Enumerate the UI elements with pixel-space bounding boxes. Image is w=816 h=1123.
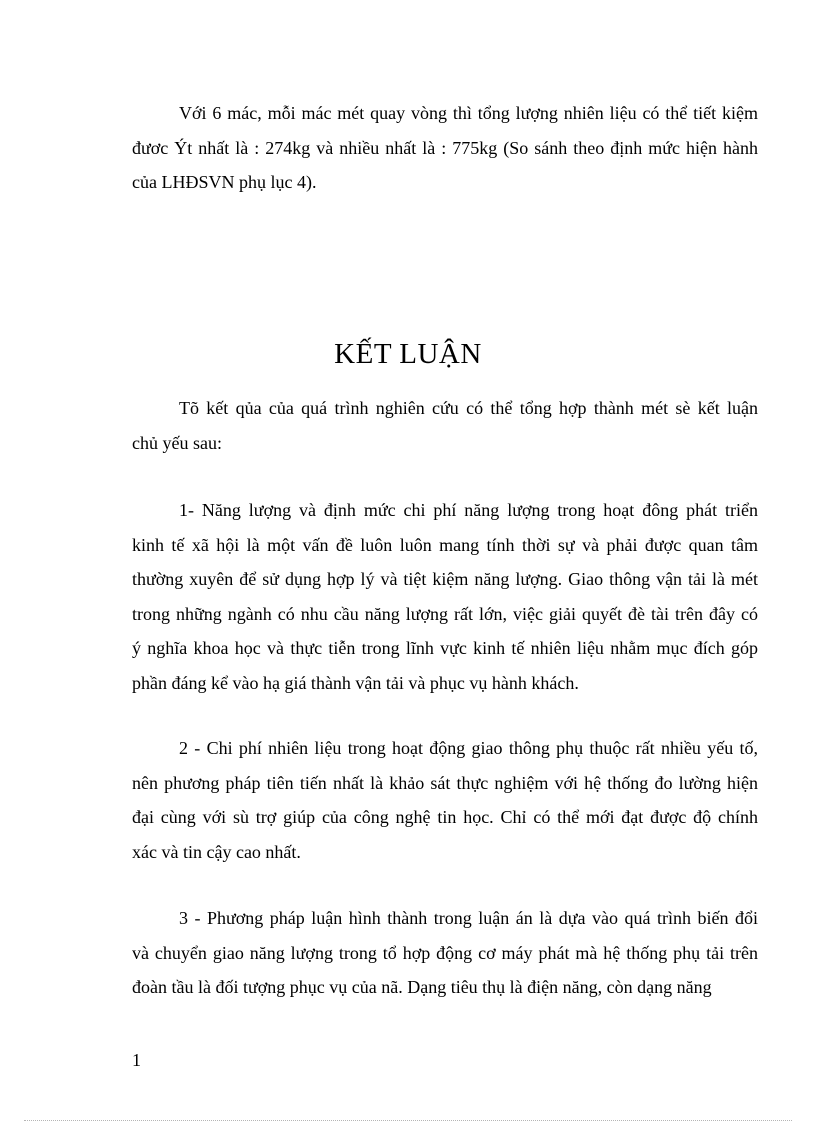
paragraph-line: đoàn tầu là đối tượng phục vụ của nã. Dạng tiêu thụ là điện năng, còn dạng năng xyxy=(132,977,712,997)
paragraph-line: trong những ngành có nhu cầu năng lượng rất lớn, việc giải quyết đè tài trên đây có xyxy=(132,603,758,624)
section-heading: KẾT LUẬN xyxy=(334,338,482,370)
conclusion-point-3 xyxy=(132,901,758,1005)
paragraph-line: thường xuyên để sử dụng hợp lý và tiệt kiệm năng lượng. Giao thông vận tải là mét xyxy=(132,569,758,589)
paragraph-line: của LHĐSVN phụ lục 4). xyxy=(132,172,317,192)
page-bottom-divider xyxy=(24,1120,792,1121)
lead-paragraph xyxy=(132,391,758,460)
paragraph-line: và chuyển giao năng lượng trong tổ hợp động cơ máy phát mà hệ thống phụ tải trên xyxy=(132,942,758,963)
paragraph-line: đại cùng với sù trợ giúp của công nghệ tin học. Chỉ có thể mới đạt được độ chính xyxy=(132,807,758,827)
intro-paragraph xyxy=(132,96,758,200)
paragraph-line: đươc Ýt nhất là : 274kg và nhiều nhất là : 775kg (So sánh theo định mức hiện hành xyxy=(132,137,758,158)
paragraph-line: 1- Năng lượng và định mức chi phí năng lượng trong hoạt đông phát triển xyxy=(179,500,758,520)
page-number: 1 xyxy=(132,1050,141,1070)
paragraph-line: phần đáng kể vào hạ giá thành vận tải và phục vụ hành khách. xyxy=(132,672,579,693)
paragraph-line: kinh tế xã hội là một vấn đề luôn luôn mang tính thời sự và phải được quan tâm xyxy=(132,534,758,555)
paragraph-line: chủ yếu sau: xyxy=(132,432,222,453)
paragraph-line: 2 - Chi phí nhiên liệu trong hoạt động giao thông phụ thuộc rất nhiều yếu tố, xyxy=(179,738,758,758)
paragraph-line: nên phương pháp tiên tiến nhất là khảo sát thực nghiệm với hệ thống đo lường hiện xyxy=(132,772,758,793)
paragraph-line: 3 - Phương pháp luận hình thành trong luận án là dựa vào quá trình biến đổi xyxy=(179,908,758,928)
conclusion-point-2 xyxy=(132,731,758,869)
paragraph-line: xác và tin cậy cao nhất. xyxy=(132,841,301,862)
paragraph-line: Tõ kết qủa của quá trình nghiên cứu có thể tổng hợp thành mét sè kết luận xyxy=(179,398,758,418)
paragraph-line: Với 6 mác, mỗi mác mét quay vòng thì tổng lượng nhiên liệu có thể tiết kiệm xyxy=(179,103,758,123)
conclusion-point-1 xyxy=(132,493,758,700)
paragraph-line: ý nghĩa khoa học và thực tiễn trong lĩnh vực kinh tế nhiên liệu nhằm mục đích góp xyxy=(132,638,758,658)
